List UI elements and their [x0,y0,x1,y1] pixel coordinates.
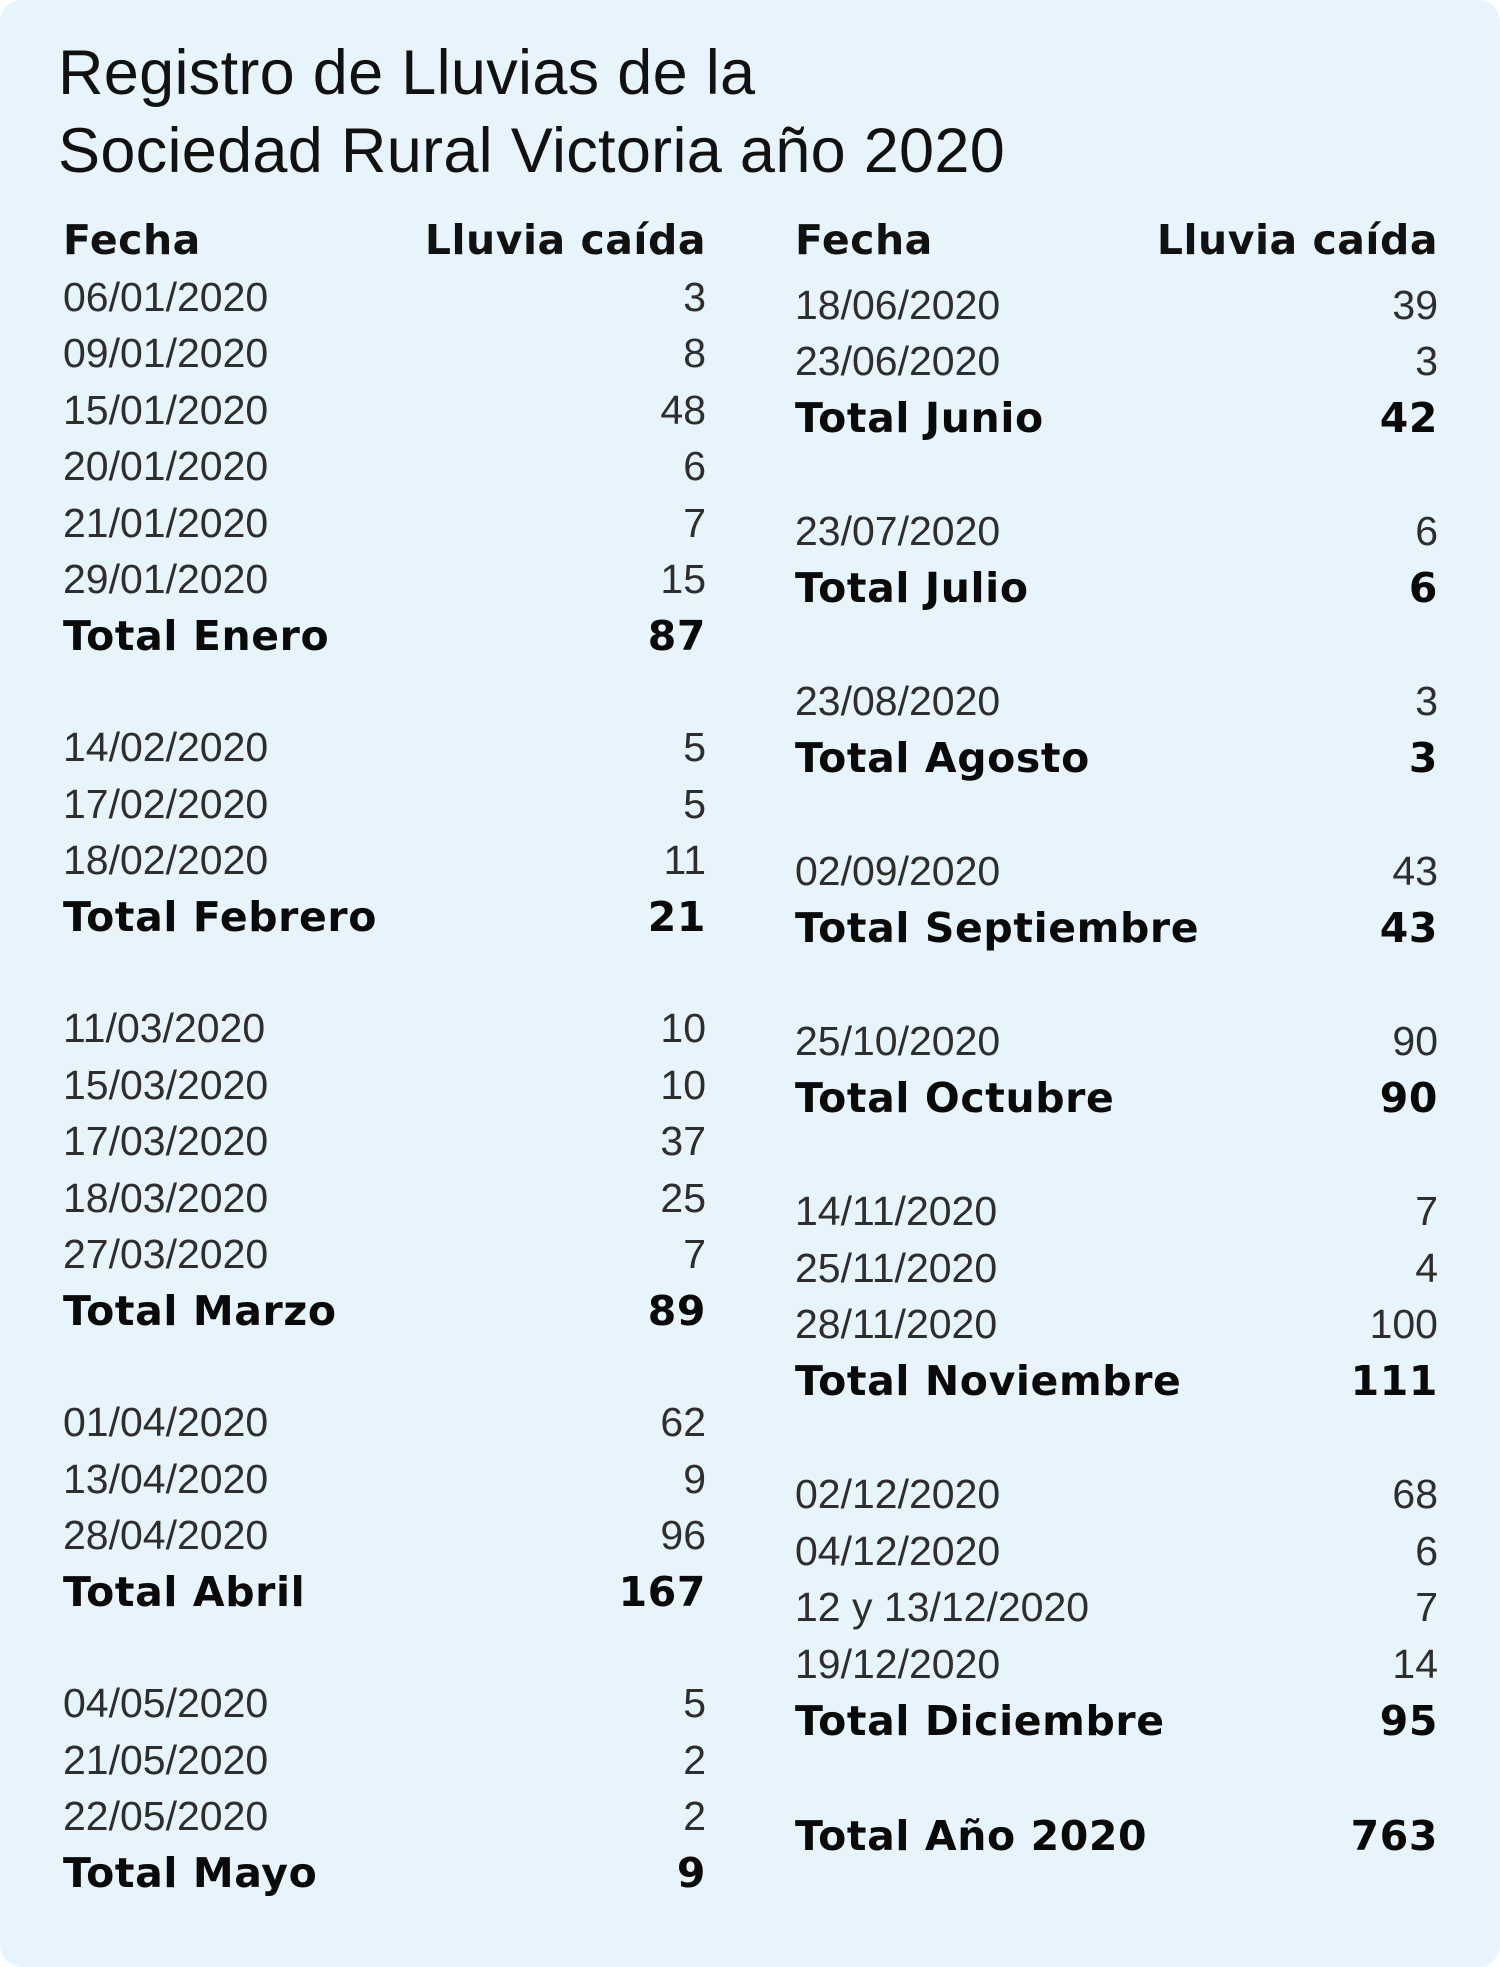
page-title [58,34,1005,190]
rain-amount: 2 [683,1793,706,1840]
month-block [795,1014,1438,1127]
month-total-value: 167 [618,1568,706,1617]
rain-date: 04/12/2020 [795,1527,1001,1574]
month-total-label: Total Enero [63,612,330,661]
month-total-label: Total Mayo [63,1849,318,1898]
month-block [795,1467,1438,1750]
rain-row [795,844,1438,901]
month-total-label: Total Junio [795,394,1044,443]
title-line-2: Sociedad Rural Victoria año 2020 [58,116,1006,186]
rain-row [63,833,706,890]
year-total-label: Total Año 2020 [795,1812,1148,1860]
rain-row [63,1395,706,1452]
rain-date: 14/02/2020 [63,724,269,771]
month-total-value: 89 [647,1287,706,1336]
rain-amount: 7 [1415,1584,1438,1631]
rain-amount: 10 [660,1061,706,1108]
rain-row [795,1184,1438,1241]
rain-date: 29/01/2020 [63,556,269,603]
year-total-row [795,1806,1438,1866]
rain-date: 17/03/2020 [63,1118,269,1165]
rain-amount: 2 [683,1736,706,1783]
month-total-value: 95 [1379,1696,1438,1745]
rain-date: 23/07/2020 [795,508,1001,555]
rain-row [795,1240,1438,1297]
rain-row [795,334,1438,391]
month-block [63,1001,706,1340]
rain-amount: 11 [663,837,706,884]
rain-row [63,269,706,326]
column-header [63,211,706,269]
rain-amount: 3 [1415,678,1438,725]
month-total-row [795,560,1438,617]
month-total-row [795,390,1438,447]
rain-date: 22/05/2020 [63,1793,269,1840]
month-total-label: Total Octubre [795,1074,1115,1123]
rain-date: 01/04/2020 [63,1399,269,1446]
rain-amount: 3 [683,273,706,320]
month-total-value: 21 [647,893,706,942]
rain-amount: 7 [683,1231,706,1278]
rain-amount: 4 [1415,1244,1438,1291]
month-block [795,674,1438,787]
rain-row [63,1057,706,1114]
rain-row [63,1676,706,1733]
rain-date: 11/03/2020 [63,1005,266,1052]
rain-amount: 8 [683,330,706,377]
month-total-label: Total Julio [795,564,1029,613]
month-block [795,844,1438,957]
rain-row [63,1508,706,1565]
month-total-row [63,608,706,665]
rain-row [795,674,1438,731]
rain-date: 14/11/2020 [795,1188,998,1235]
month-total-value: 111 [1350,1357,1438,1406]
month-total-value: 42 [1379,394,1438,443]
header-date: Fecha [63,216,201,264]
month-block [795,504,1438,617]
rain-date: 12 y 13/12/2020 [795,1584,1090,1631]
rain-row [795,1297,1438,1354]
rain-date: 15/03/2020 [63,1061,269,1108]
month-total-label: Total Abril [63,1568,306,1617]
rain-amount: 25 [660,1174,706,1221]
header-rain: Lluvia caída [424,216,706,264]
month-total-value: 43 [1379,904,1438,953]
title-line-1: Registro de Lluvias de la [58,38,756,108]
month-block [63,269,706,665]
rain-row [63,1170,706,1227]
rain-amount: 6 [683,443,706,490]
rain-amount: 100 [1369,1301,1438,1348]
month-total-value: 3 [1408,734,1438,783]
rain-row [795,504,1438,561]
right-month-list [795,277,1438,1749]
rain-row [63,776,706,833]
rain-row [63,552,706,609]
rain-amount: 5 [683,724,706,771]
rain-amount: 6 [1415,1527,1438,1574]
rain-amount: 5 [683,780,706,827]
rain-row [63,1227,706,1284]
rain-amount: 6 [1415,508,1438,555]
left-column [63,211,706,1957]
rain-date: 20/01/2020 [63,443,269,490]
year-total-value: 763 [1350,1812,1438,1860]
rain-date: 25/10/2020 [795,1018,1001,1065]
rain-amount: 62 [660,1399,706,1446]
month-total-label: Total Marzo [63,1287,337,1336]
month-total-row [795,1353,1438,1410]
rain-amount: 96 [660,1512,706,1559]
rain-row [795,1523,1438,1580]
rain-date: 23/08/2020 [795,678,1001,725]
month-total-label: Total Diciembre [795,1696,1165,1745]
rain-amount: 7 [1415,1188,1438,1235]
rain-row [63,720,706,777]
rain-amount: 15 [660,556,706,603]
month-total-value: 9 [676,1849,706,1898]
month-total-row [795,900,1438,957]
rain-amount: 39 [1392,281,1438,328]
rain-date: 19/12/2020 [795,1640,1001,1687]
rain-amount: 48 [660,386,706,433]
column-header [795,211,1438,269]
rain-date: 02/12/2020 [795,1471,1001,1518]
rain-amount: 5 [683,1680,706,1727]
rain-amount: 7 [683,499,706,546]
month-total-label: Total Noviembre [795,1357,1182,1406]
rain-amount: 9 [683,1455,706,1502]
header-date: Fecha [795,216,933,264]
month-block [63,1395,706,1621]
rain-date: 13/04/2020 [63,1455,269,1502]
month-total-label: Total Agosto [795,734,1090,783]
month-block [63,720,706,946]
rain-row [63,439,706,496]
rain-date: 21/01/2020 [63,499,269,546]
rain-row [63,1451,706,1508]
rain-amount: 43 [1392,848,1438,895]
rain-amount: 90 [1392,1018,1438,1065]
rain-date: 04/05/2020 [63,1680,269,1727]
right-column [795,211,1438,1866]
month-total-row [795,730,1438,787]
rain-row [63,1001,706,1058]
rain-date: 17/02/2020 [63,780,269,827]
month-total-label: Total Septiembre [795,904,1200,953]
month-total-value: 90 [1379,1074,1438,1123]
rain-row [795,1014,1438,1071]
month-block [63,1676,706,1902]
rain-amount: 3 [1415,338,1438,385]
month-total-row [795,1693,1438,1750]
rain-row [795,1636,1438,1693]
month-total-row [63,1564,706,1621]
rain-row [63,382,706,439]
rain-date: 15/01/2020 [63,386,269,433]
rain-date: 18/02/2020 [63,837,269,884]
month-block [795,1184,1438,1410]
rain-date: 06/01/2020 [63,273,269,320]
rain-amount: 37 [660,1118,706,1165]
month-total-row [63,889,706,946]
rain-row [63,495,706,552]
month-total-label: Total Febrero [63,893,377,942]
rain-date: 18/06/2020 [795,281,1001,328]
rain-date: 28/04/2020 [63,1512,269,1559]
rain-amount: 68 [1392,1471,1438,1518]
rain-row [795,1467,1438,1524]
rain-date: 21/05/2020 [63,1736,269,1783]
rain-row [63,1789,706,1846]
month-total-value: 87 [647,612,706,661]
rain-date: 23/06/2020 [795,338,1001,385]
rain-date: 28/11/2020 [795,1301,998,1348]
month-total-row [795,1070,1438,1127]
rain-amount: 10 [660,1005,706,1052]
rain-amount: 14 [1392,1640,1438,1687]
rain-date: 27/03/2020 [63,1231,269,1278]
month-total-value: 6 [1408,564,1438,613]
rain-date: 25/11/2020 [795,1244,998,1291]
left-month-list [63,269,706,1902]
rain-date: 18/03/2020 [63,1174,269,1221]
rain-row [63,326,706,383]
rain-row [63,1114,706,1171]
rain-date: 09/01/2020 [63,330,269,377]
rain-row [63,1732,706,1789]
month-total-row [63,1283,706,1340]
rain-row [795,277,1438,334]
rain-date: 02/09/2020 [795,848,1001,895]
month-total-row [63,1845,706,1902]
header-rain: Lluvia caída [1156,216,1438,264]
month-block [795,277,1438,447]
rain-row [795,1580,1438,1637]
